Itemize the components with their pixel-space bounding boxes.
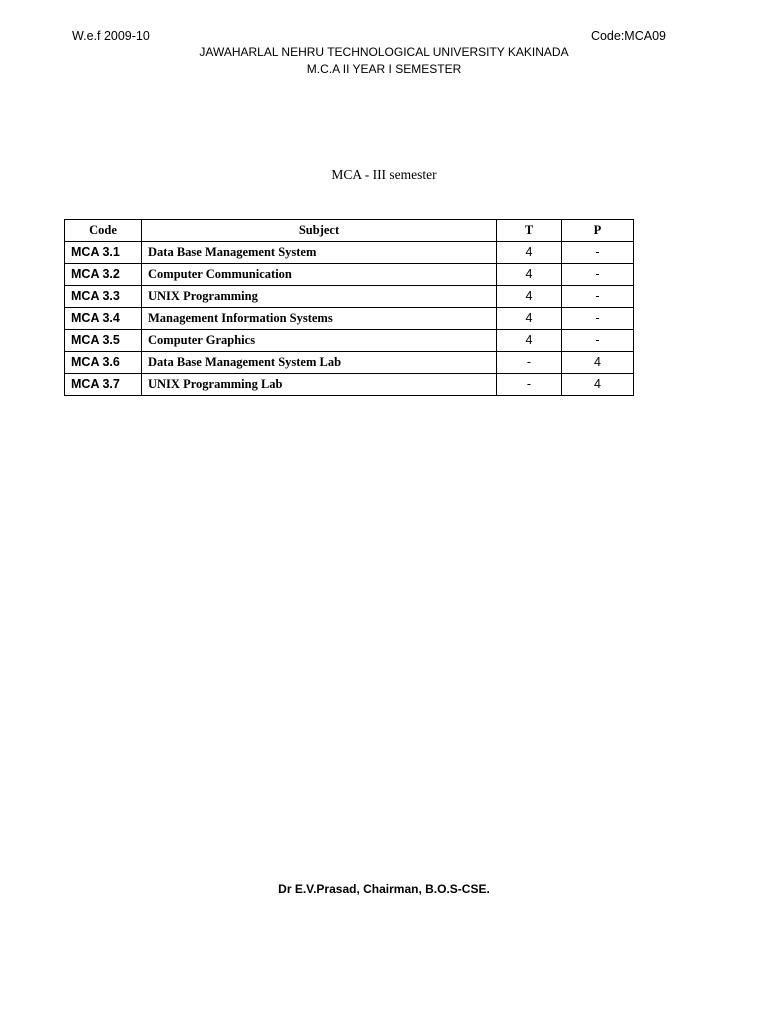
table-header-row xyxy=(65,220,634,242)
cell-p: - xyxy=(562,286,634,308)
cell-code: MCA 3.1 xyxy=(65,242,142,264)
cell-subject: Data Base Management System xyxy=(142,242,497,264)
university-name: JAWAHARLAL NEHRU TECHNOLOGICAL UNIVERSITY KAKINADA xyxy=(199,45,569,59)
cell-code: MCA 3.6 xyxy=(65,352,142,374)
cell-code: MCA 3.5 xyxy=(65,330,142,352)
cell-subject: Computer Communication xyxy=(142,264,497,286)
table-row xyxy=(65,242,634,264)
table-row xyxy=(65,352,634,374)
chairman-signature-line: Dr E.V.Prasad, Chairman, B.O.S-CSE. xyxy=(278,882,490,896)
table-row xyxy=(65,308,634,330)
cell-p: - xyxy=(562,264,634,286)
year-semester: M.C.A II YEAR I SEMESTER xyxy=(306,62,462,76)
cell-t: 4 xyxy=(497,308,562,330)
cell-t: 4 xyxy=(497,286,562,308)
cell-t: - xyxy=(497,374,562,396)
cell-subject: UNIX Programming Lab xyxy=(142,374,497,396)
cell-code: MCA 3.7 xyxy=(65,374,142,396)
semester-title: MCA - III semester xyxy=(331,167,437,182)
cell-t: 4 xyxy=(497,264,562,286)
document-code: Code:MCA09 xyxy=(590,29,666,43)
syllabus-table xyxy=(64,219,634,396)
header-code: Code xyxy=(65,220,142,242)
header-t: T xyxy=(497,220,562,242)
cell-p: 4 xyxy=(562,352,634,374)
cell-p: 4 xyxy=(562,374,634,396)
cell-code: MCA 3.4 xyxy=(65,308,142,330)
cell-t: 4 xyxy=(497,242,562,264)
cell-p: - xyxy=(562,330,634,352)
table-row xyxy=(65,330,634,352)
cell-subject: UNIX Programming xyxy=(142,286,497,308)
cell-t: 4 xyxy=(497,330,562,352)
wef-date: W.e.f 2009-10 xyxy=(72,29,150,43)
table-row xyxy=(65,286,634,308)
cell-subject: Data Base Management System Lab xyxy=(142,352,497,374)
cell-p: - xyxy=(562,308,634,330)
cell-subject: Computer Graphics xyxy=(142,330,497,352)
table-row xyxy=(65,374,634,396)
header-p: P xyxy=(562,220,634,242)
header-subject: Subject xyxy=(142,220,497,242)
cell-t: - xyxy=(497,352,562,374)
cell-code: MCA 3.3 xyxy=(65,286,142,308)
cell-subject: Management Information Systems xyxy=(142,308,497,330)
cell-code: MCA 3.2 xyxy=(65,264,142,286)
cell-p: - xyxy=(562,242,634,264)
table-row xyxy=(65,264,634,286)
